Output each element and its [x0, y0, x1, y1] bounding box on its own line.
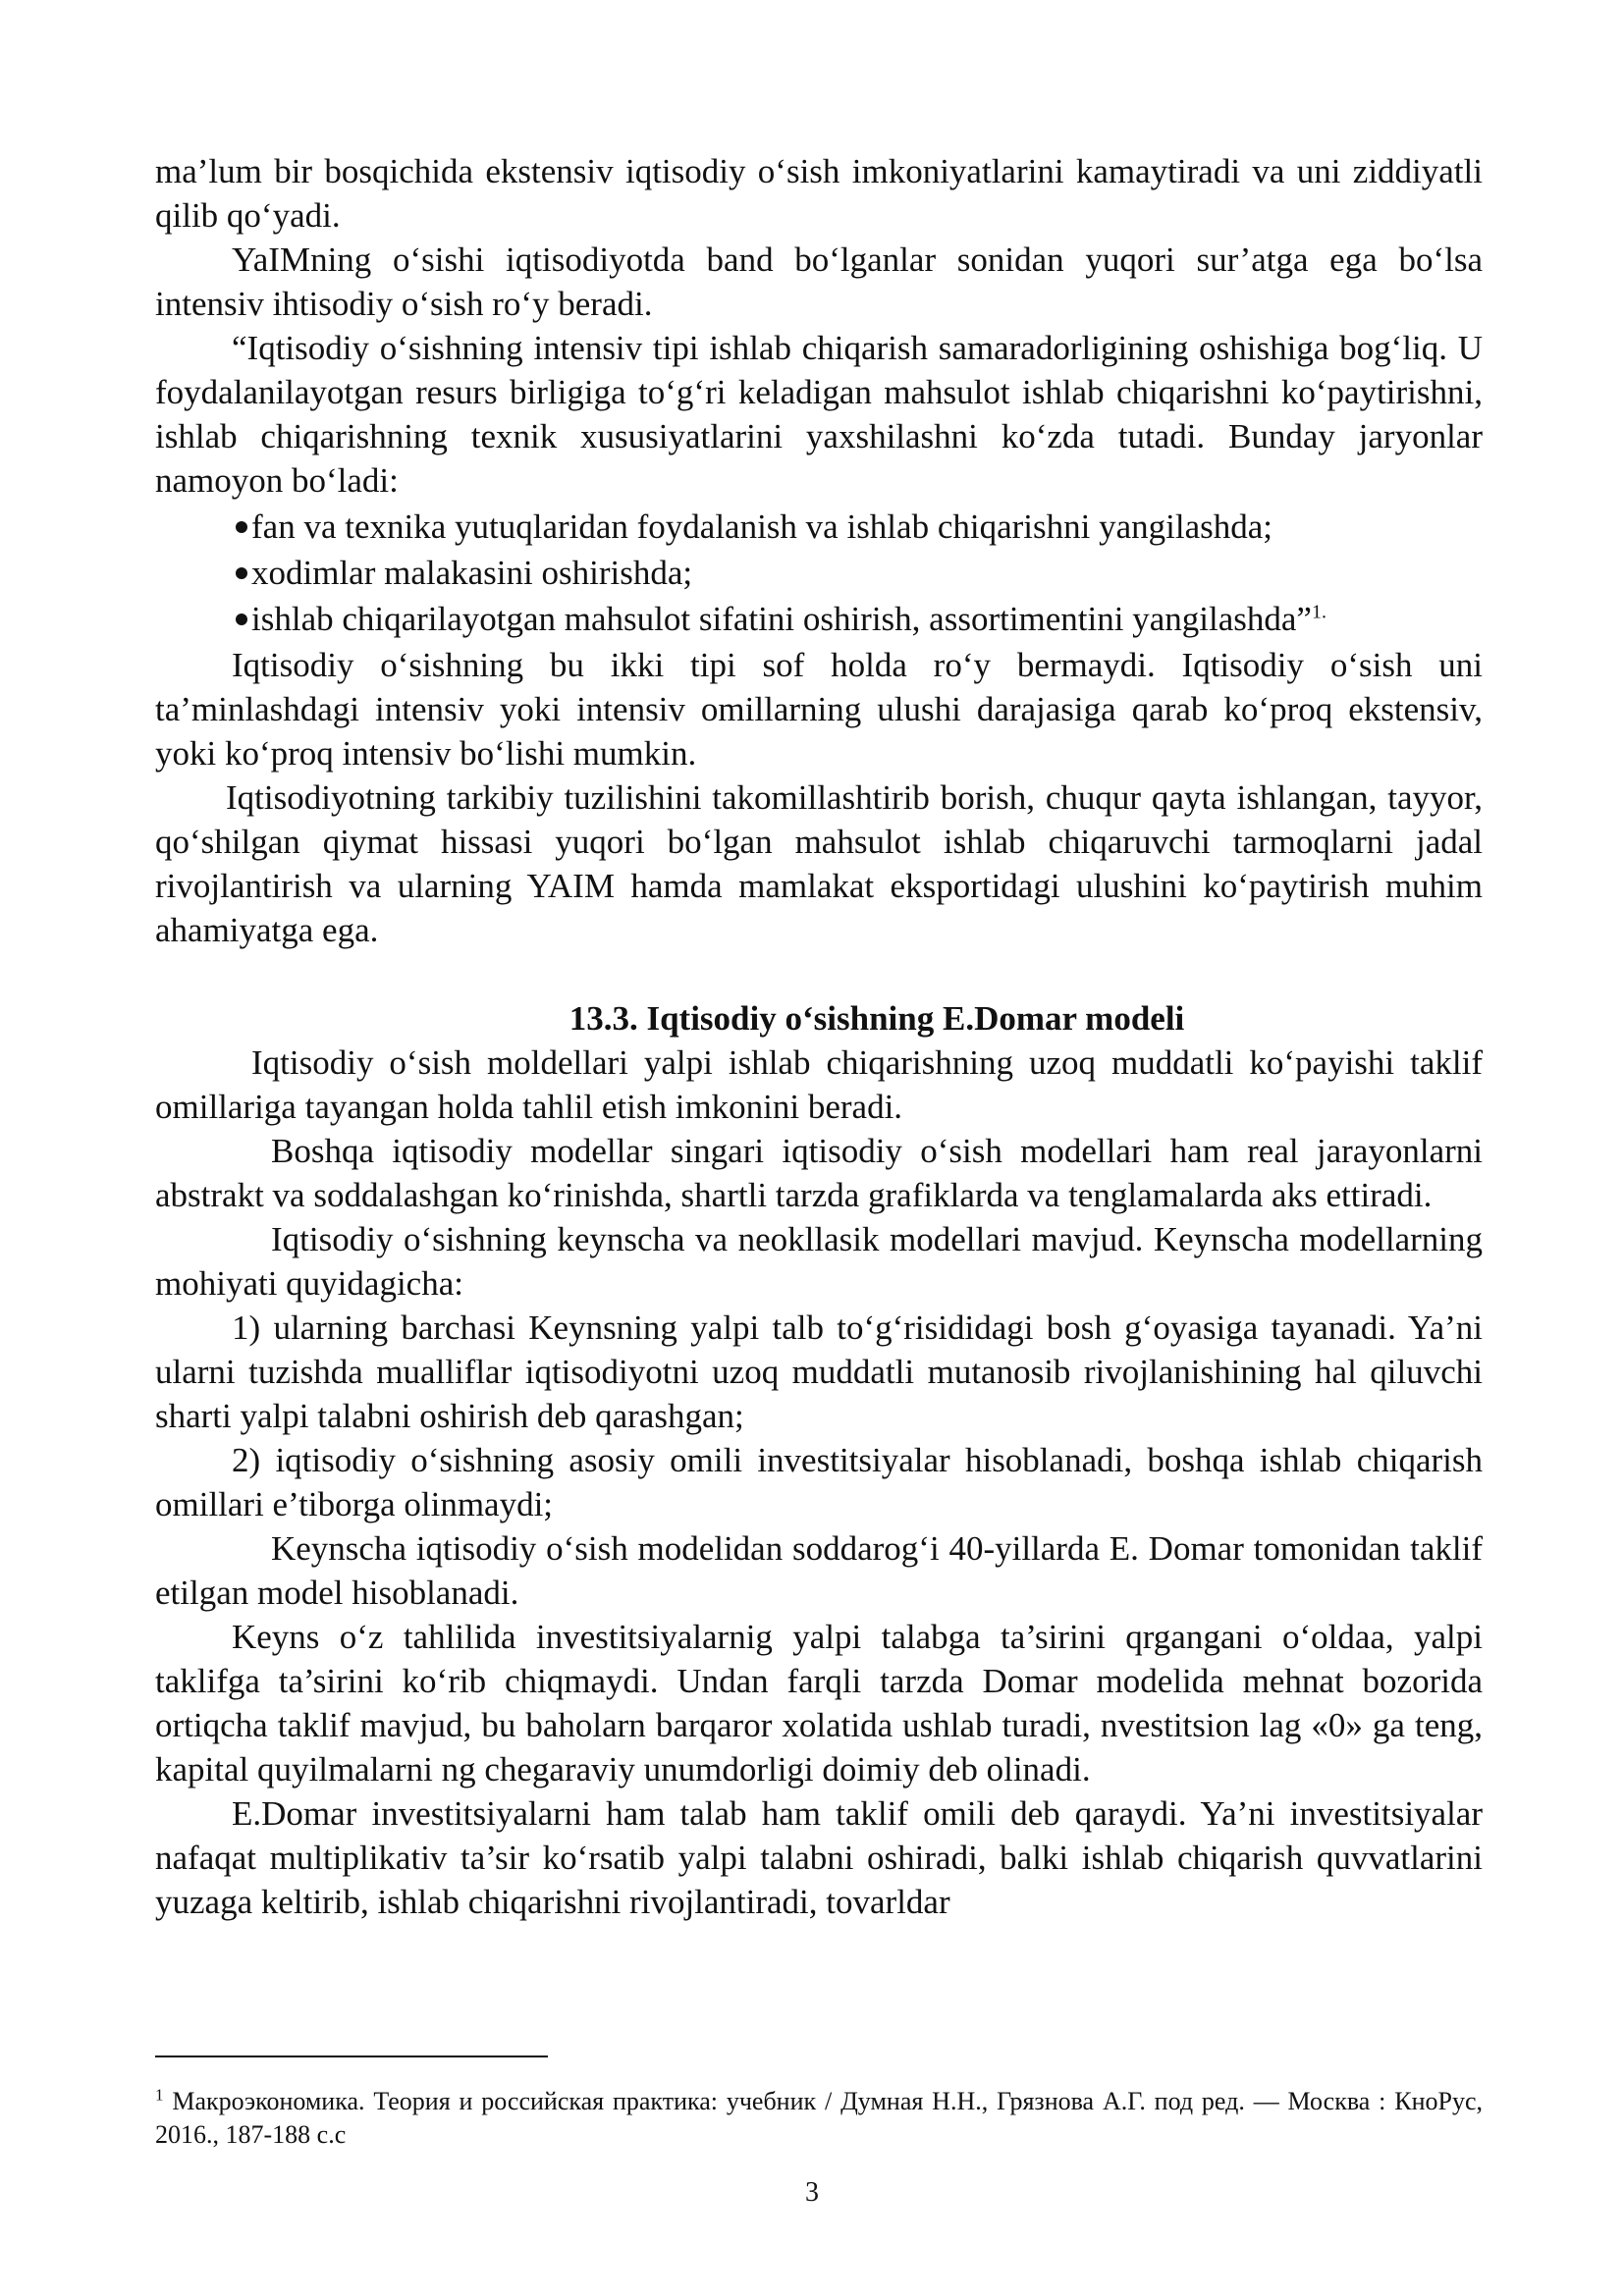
numbered-item: 1) ularning barchasi Keynsning yalpi talb to‘g‘risididagi bosh g‘oyasiga tayanadi. Ya’ni ularni tuzishda mualliflar iqtisodiyotni uzoq muddatli mutanosib rivojlanishining hal qiluvchi sharti yalpi talabni oshirish deb qarashgan; [155, 1308, 1483, 1435]
bullet-icon [236, 521, 247, 533]
bullet-icon [236, 614, 247, 625]
footnote-separator [155, 2056, 548, 2057]
bullet-item: fan va texnika yutuqlaridan foydalanish va ishlab chiqarishni yangilashda; [155, 505, 1483, 549]
paragraph: Iqtisodiy o‘sishning bu ikki tipi sof holda ro‘y bermaydi. Iqtisodiy o‘sish uni ta’minlashdagi intensiv yoki intensiv omillarning ulushi darajasiga qarab ko‘proq ekstensiv, yoki ko‘proq intensiv bo‘lishi mumkin. [155, 646, 1483, 773]
paragraph: YaIMning o‘sishi iqtisodiyotda band bo‘lganlar sonidan yuqori sur’atga ega bo‘lsa intensiv ihtisodiy o‘sish ro‘y beradi. [155, 240, 1483, 323]
paragraph: Iqtisodiy o‘sish moldellari yalpi ishlab chiqarishning uzoq muddatli ko‘payishi taklif omillariga tayangan holda tahlil etish imkonini beradi. [155, 1043, 1483, 1126]
paragraph: “Iqtisodiy o‘sishning intensiv tipi ishlab chiqarish samaradorligining oshishiga bog‘liq. U foydalanilayotgan resurs birligiga to‘g‘ri keladigan mahsulot ishlab chiqarishni ko‘paytirishni, ishlab chiqarishning texnik xususiyatlarini yaxshilashni ko‘zda tutadi. Bunday jaryonlar namoyon bo‘ladi: [155, 329, 1483, 500]
paragraph: E.Domar investitsiyalarni ham talab ham taklif omili deb qaraydi. Ya’ni investitsiyalar nafaqat multiplikativ ta’sir ko‘rsatib yalpi talabni oshiradi, balki ishlab chiqarish quvvatlarini yuzaga keltirib, ishlab chiqarishni rivojlantiradi, tovarldar [155, 1794, 1483, 1921]
bullet-item: xodimlar malakasini oshirishda; [155, 551, 1483, 595]
numbered-item: 2) iqtisodiy o‘sishning asosiy omili investitsiyalar hisoblanadi, boshqa ishlab chiqarish omillari e’tiborga olinmaydi; [155, 1441, 1483, 1523]
paragraph: Keynscha iqtisodiy o‘sish modelidan soddarog‘i 40-yillarda E. Domar tomonidan taklif etilgan model hisoblanadi. [155, 1529, 1483, 1612]
footnote-reference[interactable]: 1. [1311, 601, 1326, 623]
paragraph: Boshqa iqtisodiy modellar singari iqtisodiy o‘sish modellari ham real jarayonlarni abstrakt va soddalashgan ko‘rinishda, shartli tarzda grafiklarda va tenglamalarda aks ettiradi. [155, 1132, 1483, 1214]
paragraph: ma’lum bir bosqichida ekstensiv iqtisodiy o‘sish imkoniyatlarini kamaytiradi va uni ziddiyatli qilib qo‘yadi. [155, 152, 1483, 235]
section-heading: 13.3. Iqtisodiy o‘sishning E.Domar modeli [568, 999, 1185, 1038]
page-number: 3 [805, 2177, 819, 2208]
paragraph: Iqtisodiyotning tarkibiy tuzilishini takomillashtirib borish, chuqur qayta ishlangan, tayyor, qo‘shilgan qiymat hissasi yuqori bo‘lgan mahsulot ishlab chiqaruvchi tarmoqlarni jadal rivojlantirish va ularning YAIM hamda mamlakat eksportidagi ulushini ko‘paytirish muhim ahamiyatga ega. [155, 778, 1483, 949]
document-body [155, 149, 1483, 1924]
footnote-text: Макроэкономика. Теория и российская практика: учебник / Думная Н.Н., Грязнова А.Г. под ред. — Москва : КноРус, 2016., 187-188 с.с [155, 2087, 1483, 2149]
bullet-item: ishlab chiqarilayotgan mahsulot sifatini oshirish, assortimentini yangilashda”$^{1.}$ [155, 597, 1483, 641]
bullet-icon [236, 567, 247, 579]
footnote [155, 2085, 1483, 2152]
paragraph: Keyns o‘z tahlilida investitsiyalarnig yalpi talabga ta’sirini qrgangani o‘oldaa, yalpi taklifga ta’sirini ko‘rib chiqmaydi. Undan farqli tarzda Domar modelida mehnat bozorida ortiqcha taklif mavjud, bu baholarn barqaror xolatida ushlab turadi, nvestitsion lag «0» ga teng, kapital quyilmalarni ng chegaraviy unumdorligi doimiy deb olinadi. [155, 1618, 1483, 1789]
paragraph: Iqtisodiy o‘sishning keynscha va neokllasik modellari mavjud. Keynscha modellarning mohiyati quyidagicha: [155, 1220, 1483, 1303]
footnote-mark: 1 [155, 2085, 164, 2105]
